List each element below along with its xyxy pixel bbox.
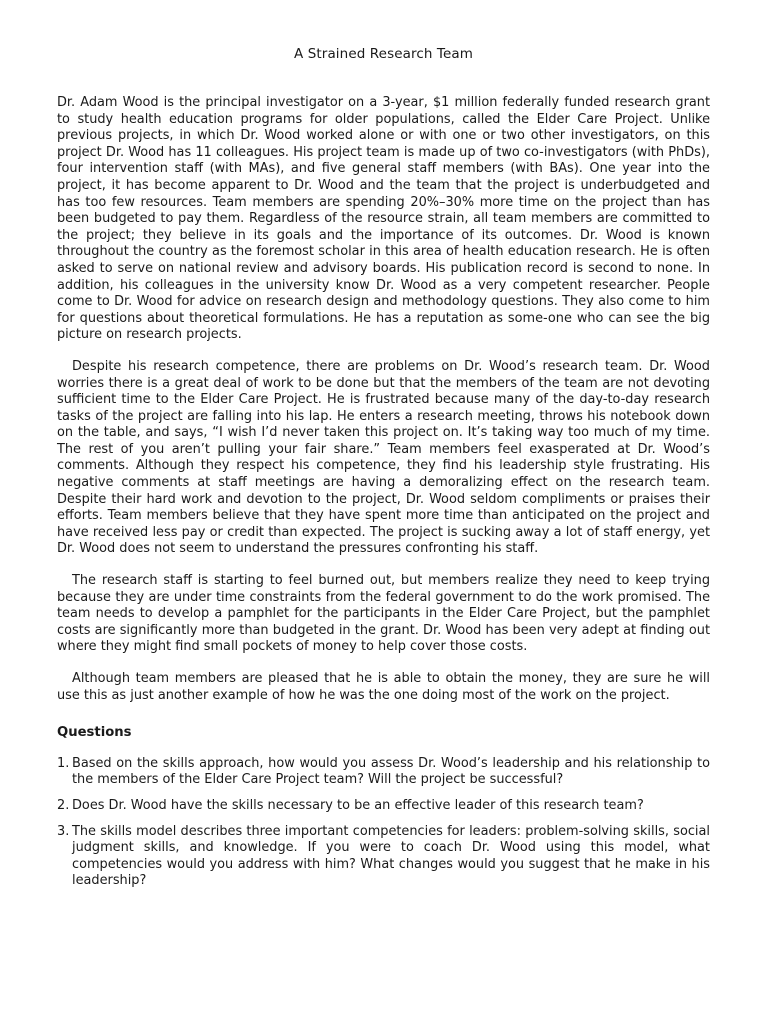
question-text: The skills model describes three important competencies for leaders: problem-solving skills, social judgment skills, and knowledge. If you were to coach Dr. Wood using this model, what competencies would you address with him? What changes would you suggest that he make in his leadership? [72, 823, 710, 889]
question-number: 1. [57, 755, 70, 771]
question-text: Based on the skills approach, how would you assess Dr. Wood’s leadership and his relationship to the members of the Elder Care Project team? Will the project be successful? [72, 755, 710, 788]
document-body [57, 95, 710, 899]
paragraph-2: Despite his research competence, there are problems on Dr. Wood’s research team. Dr. Wood worries there is a great deal of work to be done but that the members of the team are not devoting sufficient time to the Elder Care Project. He is frustrated because many of the day-to-day research tasks of the project are falling into his lap. He enters a research meeting, throws his notebook down on the table, and says, “I wish I’d never taken this project on. It’s taking way too much of my time. The rest of you aren’t pulling your fair share.” Team members feel exasperated at Dr. Wood’s comments. Although they respect his competence, they find his leadership style frustrating. His negative comments at staff meetings are having a demoralizing effect on the research team. Despite their hard work and devotion to the project, Dr. Wood seldom compliments or praises their efforts. Team members believe that they have spent more time than anticipated on the project and have received less pay or credit than expected. The project is sucking away a lot of staff energy, yet Dr. Wood does not seem to understand the pressures confronting his staff. [57, 358, 710, 557]
question-number: 2. [57, 797, 70, 813]
paragraph-3: The research staff is starting to feel burned out, but members realize they need to keep trying because they are under time constraints from the federal government to do the work promised. The team needs to develop a pamphlet for the participants in the Elder Care Project, but the pamphlet costs are significantly more than budgeted in the grant. Dr. Wood has been very adept at finding out where they might find small pockets of money to help cover those costs. [57, 573, 710, 655]
document-title: A Strained Research Team [294, 46, 473, 62]
questions-list [57, 756, 710, 890]
paragraph-1: Dr. Adam Wood is the principal investigator on a 3-year, $1 million federally funded research grant to study health education programs for older populations, called the Elder Care Project. Unlike previous projects, in which Dr. Wood worked alone or with one or two other investigators, on this project Dr. Wood has 11 colleagues. His project team is made up of two co-investigators (with PhDs), four intervention staff (with MAs), and five general staff members (with BAs). One year into the project, it has become apparent to Dr. Wood and the team that the project is underbudgeted and has too few resources. Team members are spending 20%–30% more time on the project than has been budgeted to pay them. Regardless of the resource strain, all team members are committed to the project; they believe in its goals and the importance of its outcomes. Dr. Wood is known throughout the country as the foremost scholar in this area of health education research. He is often asked to serve on national review and advisory boards. His publication record is second to none. In addition, his colleagues in the university know Dr. Wood as a very competent researcher. People come to Dr. Wood for advice on research design and methodology questions. They also come to him for questions about theoretical formulations. He has a reputation as some-one who can see the big picture on research projects. [57, 95, 710, 343]
paragraph-4: Although team members are pleased that he is able to obtain the money, they are sure he will use this as just another example of how he was the one doing most of the work on the project. [57, 671, 710, 703]
question-text: Does Dr. Wood have the skills necessary to be an effective leader of this research team? [72, 797, 644, 813]
questions-heading: Questions [57, 725, 132, 741]
question-item [57, 798, 710, 815]
question-item [57, 824, 710, 890]
question-item [57, 756, 710, 789]
question-number: 3. [57, 823, 70, 839]
